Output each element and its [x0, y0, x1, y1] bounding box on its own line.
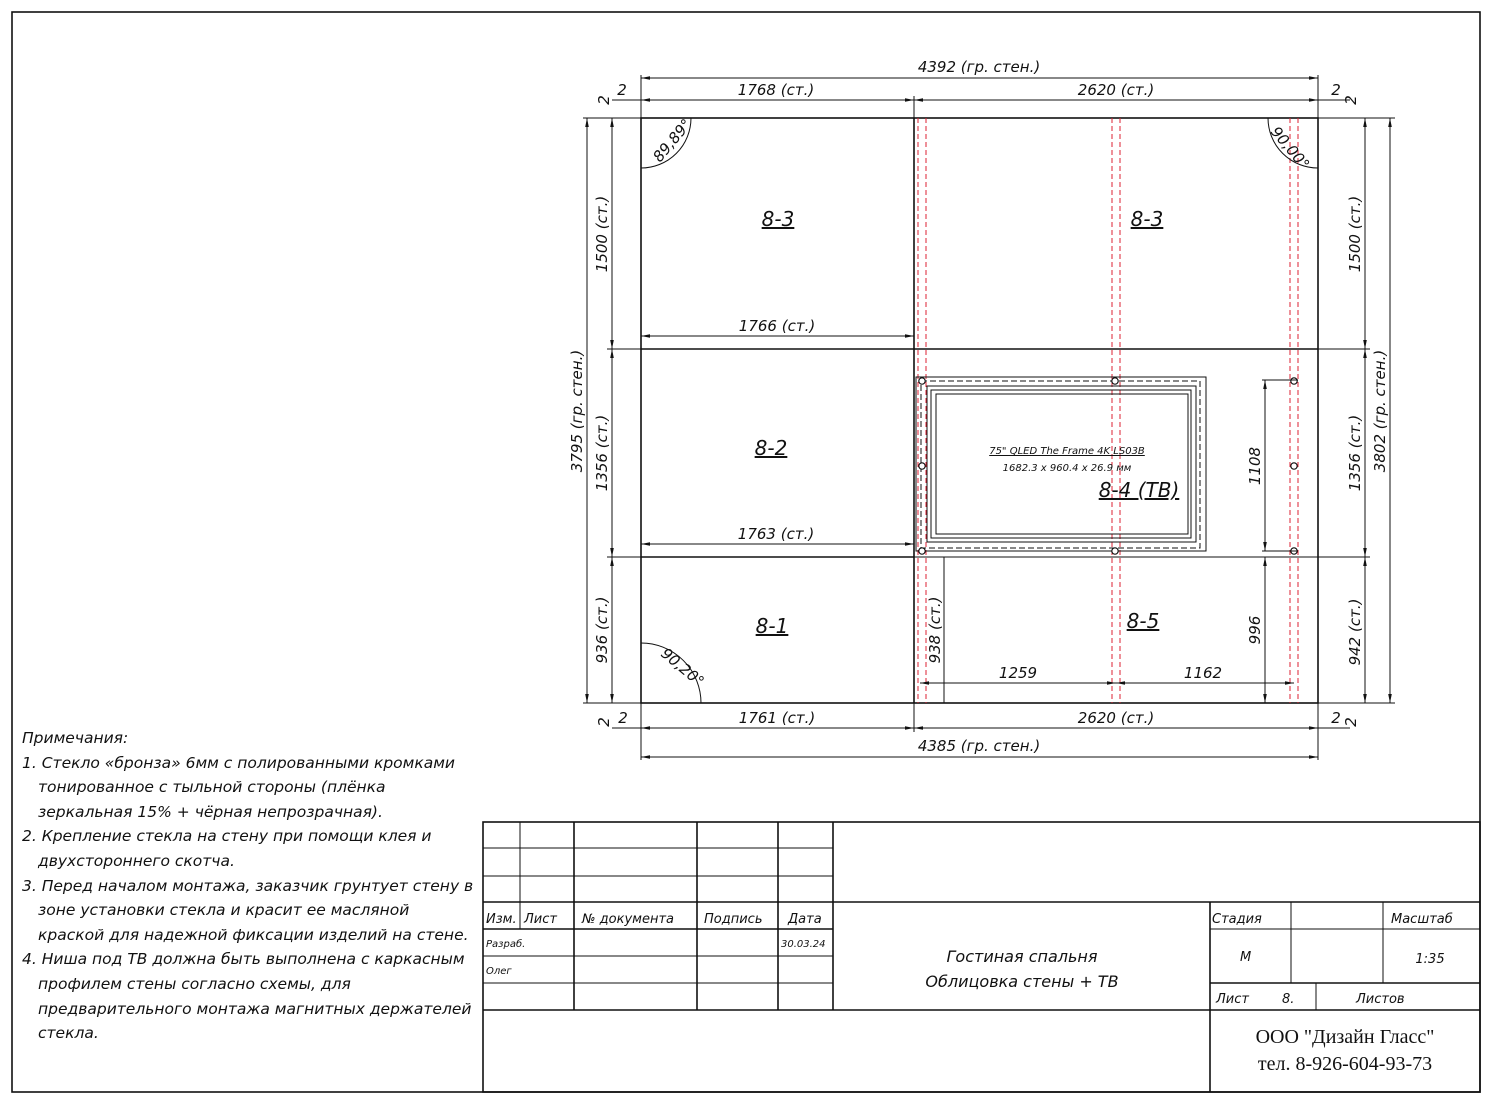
- dim-niche-height: 938 (ст.): [926, 596, 944, 664]
- magnet-holder: [919, 378, 925, 384]
- left-dimensions: [568, 118, 641, 703]
- notes-block: [22, 726, 478, 1046]
- dim-bottom-gap-right: 2: [1331, 709, 1341, 727]
- dim-left-bot: 936 (ст.): [593, 596, 611, 664]
- top-dimensions: [595, 58, 1360, 118]
- panel-label-8-5: 8-5: [1126, 609, 1160, 633]
- dim-bottom-seg2: 1162: [1183, 664, 1223, 682]
- bottom-dimensions: [595, 703, 1360, 760]
- scale-value: 1:35: [1415, 952, 1445, 967]
- magnet-holder: [1112, 548, 1118, 554]
- magnet-holder: [1112, 378, 1118, 384]
- dim-top-gap-left-v: 2: [595, 95, 613, 105]
- magnet-holder: [1291, 463, 1297, 469]
- col-list: Лист: [524, 912, 557, 927]
- note-item: 3. Перед началом монтажа, заказчик грунтует стену в зоне установки стекла и красит ее масляной краской для надежной фиксации изделий на стене.: [22, 876, 474, 944]
- panel-label-8-2: 8-2: [754, 436, 788, 460]
- col-doc: № документа: [582, 912, 674, 927]
- dim-top-left: 1768 (ст.): [737, 81, 815, 99]
- dim-top-gap-right-v: 2: [1342, 95, 1360, 105]
- company-name: ООО "Дизайн Гласс": [1255, 1026, 1435, 1048]
- col-izm: Изм.: [486, 912, 517, 927]
- angle-label-bottom-left: 90,20°: [657, 644, 708, 691]
- wall-outline: [641, 118, 1318, 703]
- dim-bottom-gap-left-v: 2: [595, 717, 613, 727]
- title-block: [483, 822, 1480, 1092]
- dim-bottom-gap-right-v: 2: [1342, 717, 1360, 727]
- dim-top-total: 4392 (гр. стен.): [917, 58, 1041, 76]
- dim-bottom-total: 4385 (гр. стен.): [917, 737, 1041, 755]
- dim-bottom-seg1: 1259: [998, 664, 1038, 682]
- note-item: 2. Крепление стекла на стену при помощи клея и двухстороннего скотча.: [22, 827, 432, 870]
- angle-label-top-left: 89,89°: [649, 115, 696, 166]
- stage-value: М: [1240, 950, 1252, 965]
- scale-label: Масштаб: [1391, 912, 1453, 927]
- dim-left-top: 1500 (ст.): [593, 195, 611, 273]
- dim-bottom-left: 1761 (ст.): [738, 709, 816, 727]
- note-item: 4. Ниша под ТВ должна быть выполнена с каркасным профилем стены согласно схемы, для предварительного монтажа магнитных держателей стекла.: [22, 950, 472, 1043]
- dim-v-1108: 1108: [1246, 446, 1264, 486]
- tv-model-label: 75" QLED The Frame 4K LS03B: [989, 446, 1145, 457]
- inner-dimensions: [641, 317, 1298, 703]
- sheets-label: Листов: [1356, 992, 1405, 1007]
- dim-right-mid: 1356 (ст.): [1346, 414, 1364, 492]
- col-date: Дата: [788, 912, 822, 927]
- dim-v-996: 996: [1246, 615, 1264, 645]
- note-item: 1. Стекло «бронза» 6мм с полированными кромками тонированное с тыльной стороны (плёнка зеркальная 15% + чёрная непрозрачная).: [22, 753, 455, 821]
- dim-left-mid: 1356 (ст.): [593, 414, 611, 492]
- magnet-holder: [919, 463, 925, 469]
- sheet-label: Лист: [1216, 992, 1249, 1007]
- dim-top-right: 2620 (ст.): [1077, 81, 1155, 99]
- magnet-holder: [919, 548, 925, 554]
- dim-right-bot: 942 (ст.): [1346, 598, 1364, 666]
- dim-top-gap-right: 2: [1331, 81, 1341, 99]
- date-value: 30.03.24: [781, 939, 826, 950]
- dim-right-total: 3802 (гр. стен.): [1371, 349, 1389, 473]
- dim-inner-mid: 1763 (ст.): [737, 525, 815, 543]
- dim-left-total: 3795 (гр. стен.): [568, 349, 586, 473]
- company-phone: тел. 8-926-604-93-73: [1257, 1053, 1433, 1075]
- panel-label-8-3-right: 8-3: [1130, 207, 1164, 231]
- dim-bottom-gap-left: 2: [618, 709, 628, 727]
- panel-label-8-1: 8-1: [755, 614, 789, 638]
- angle-label-top-right: 90,00°: [1266, 123, 1314, 174]
- tv-niche: [916, 377, 1297, 554]
- drawing-title-line1: Гостиная спальня: [946, 947, 1098, 966]
- author-name: Олег: [486, 966, 512, 977]
- dim-right-top: 1500 (ст.): [1346, 195, 1364, 273]
- dim-inner-top: 1766 (ст.): [738, 317, 816, 335]
- panel-label-8-4: 8-4 (ТВ): [1098, 478, 1180, 502]
- right-dimensions: [1318, 118, 1395, 703]
- drawing-title-line2: Облицовка стены + ТВ: [925, 972, 1119, 991]
- stage-label: Стадия: [1212, 912, 1262, 927]
- dim-bottom-right: 2620 (ст.): [1077, 709, 1155, 727]
- notes-title: Примечания:: [22, 729, 129, 747]
- col-sign: Подпись: [704, 912, 763, 927]
- panel-label-8-3-left: 8-3: [761, 207, 795, 231]
- dim-top-gap-left: 2: [617, 81, 627, 99]
- sheet-value: 8.: [1282, 992, 1295, 1007]
- tv-size-label: 1682.3 x 960.4 x 26.9 мм: [1002, 463, 1132, 474]
- magnet-holder: [1291, 378, 1297, 384]
- wall-panels: [641, 118, 1318, 703]
- razrab-label: Разраб.: [486, 939, 526, 950]
